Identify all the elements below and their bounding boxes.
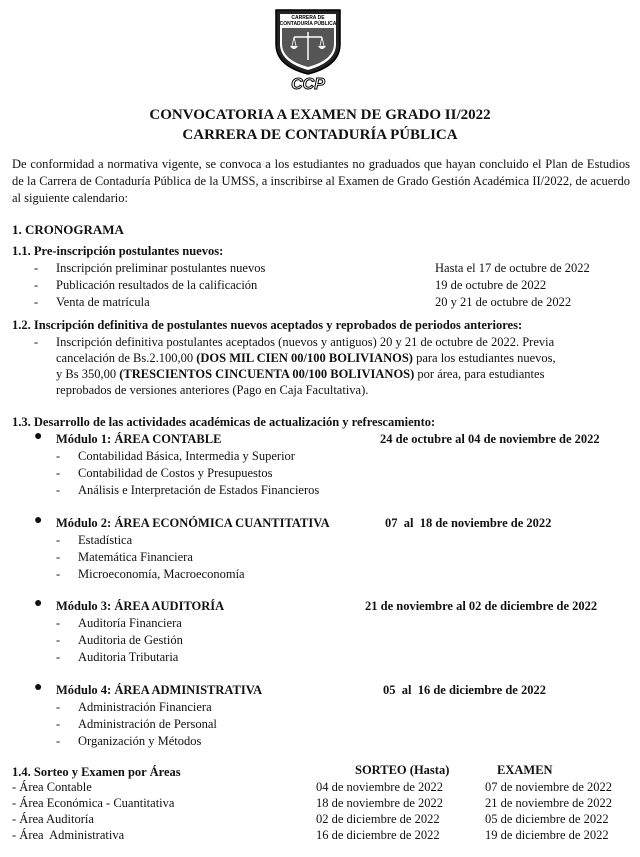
bullet-icon: ● xyxy=(34,429,43,444)
module-item-dash: - xyxy=(56,533,61,547)
s14-row-examen: 19 de diciembre de 2022 xyxy=(485,828,609,842)
module-item: Contabilidad de Costos y Presupuestos xyxy=(78,466,273,480)
module-item: Administración de Personal xyxy=(78,717,217,731)
module-item-dash: - xyxy=(56,734,61,748)
module-title: Módulo 4: ÁREA ADMINISTRATIVA xyxy=(56,683,263,697)
intro-paragraph: De conformidad a normativa vigente, se convoca a los estudiantes no graduados que hayan concluido el Plan de Estudios de la Carrera de Contaduría Pública de la UMSS, a inscribirse al Examen de Grado Gestión Académica II/2022, de acuerdo al siguiente calendario: xyxy=(12,157,630,205)
s11-row-label: Publicación resultados de la calificación xyxy=(56,278,258,292)
module-item-dash: - xyxy=(56,550,61,564)
logo-bottom-text: CONTADURÍA PÚBLICA xyxy=(279,21,337,27)
s12-dash: - xyxy=(34,335,39,349)
module-item-dash: - xyxy=(56,466,61,480)
module-item: Contabilidad Básica, Intermedia y Superior xyxy=(78,449,295,463)
module-title: Módulo 1: ÁREA CONTABLE xyxy=(56,432,222,446)
module-item: Microeconomía, Macroeconomía xyxy=(78,567,245,581)
s14-row-sorteo: 16 de diciembre de 2022 xyxy=(316,828,440,842)
s14-row-sorteo: 04 de noviembre de 2022 xyxy=(316,780,444,794)
s12-line4: reprobados de versiones anteriores (Pago en Caja Facultativa). xyxy=(56,383,369,397)
s12-heading: 1.2. Inscripción definitiva de postulantes nuevos aceptados y reprobados de periodos anteriores: xyxy=(12,318,523,332)
s11-row-date: Hasta el 17 de octubre de 2022 xyxy=(435,261,590,275)
s14-col-sorteo: SORTEO (Hasta) xyxy=(355,763,450,777)
title-line1: CONVOCATORIA A EXAMEN DE GRADO II/2022 xyxy=(149,107,491,123)
module-dates: 05 al 16 de diciembre de 2022 xyxy=(383,683,546,697)
s14-heading: 1.4. Sorteo y Examen por Áreas xyxy=(12,765,181,779)
s14-col-examen: EXAMEN xyxy=(497,763,553,777)
module-item: Análisis e Interpretación de Estados Financieros xyxy=(78,483,320,497)
module-item: Auditoría Financiera xyxy=(78,616,182,630)
s14-row-sorteo: 18 de noviembre de 2022 xyxy=(316,796,444,810)
module-title: Módulo 3: ÁREA AUDITORÍA xyxy=(56,599,225,613)
s14-row-examen: 21 de noviembre de 2022 xyxy=(485,796,613,810)
s14-row-sorteo: 02 de diciembre de 2022 xyxy=(316,812,440,826)
s11-row-label: Inscripción preliminar postulantes nuevos xyxy=(56,261,266,275)
s11-row-dash: - xyxy=(34,278,39,292)
s14-row-examen: 05 de diciembre de 2022 xyxy=(485,812,609,826)
module-item-dash: - xyxy=(56,700,61,714)
module-item-dash: - xyxy=(56,616,61,630)
s11-row-date: 20 y 21 de octubre de 2022 xyxy=(435,295,572,309)
module-item-dash: - xyxy=(56,449,61,463)
s14-row-area: - Área Contable xyxy=(12,780,92,794)
s11-row-date: 19 de octubre de 2022 xyxy=(435,278,547,292)
s14-row-examen: 07 de noviembre de 2022 xyxy=(485,780,613,794)
module-item-dash: - xyxy=(56,633,61,647)
s14-row-area: - Área Administrativa xyxy=(12,828,125,842)
s11-row-label: Venta de matrícula xyxy=(56,295,150,309)
module-item: Auditoria Tributaria xyxy=(78,650,179,664)
module-item-dash: - xyxy=(56,650,61,664)
cronograma-heading: 1. CRONOGRAMA xyxy=(12,222,124,237)
module-dates: 21 de noviembre al 02 de diciembre de 2022 xyxy=(365,599,598,613)
bullet-icon: ● xyxy=(34,596,43,611)
module-item: Organización y Métodos xyxy=(78,734,202,748)
s12-line3: y Bs 350,00 (TRESCIENTOS CINCUENTA 00/100 BOLIVIANOS) por área, para estudiantes xyxy=(56,367,545,381)
module-item: Auditoria de Gestión xyxy=(78,633,183,647)
s11-heading: 1.1. Pre-inscripción postulantes nuevos: xyxy=(12,244,224,258)
module-item: Estadística xyxy=(78,533,133,547)
s12-line1: Inscripción definitiva postulantes aceptados (nuevos y antiguos) 20 y 21 de octubre de 2022. Previa xyxy=(56,335,555,349)
module-item-dash: - xyxy=(56,567,61,581)
s13-heading: 1.3. Desarrollo de las actividades académicas de actualización y refrescamiento: xyxy=(12,415,436,429)
s11-row-dash: - xyxy=(34,261,39,275)
module-dates: 24 de octubre al 04 de noviembre de 2022 xyxy=(380,432,600,446)
logo-mark: CCP xyxy=(291,76,325,92)
s12-line2: cancelación de Bs.2.100,00 (DOS MIL CIEN 00/100 BOLIVIANOS) para los estudiantes nuevos, xyxy=(56,351,556,365)
module-item-dash: - xyxy=(56,717,61,731)
logo-top-text: CARRERA DE xyxy=(291,15,325,21)
module-item: Administración Financiera xyxy=(78,700,212,714)
module-item: Matemática Financiera xyxy=(78,550,193,564)
title-line2: CARRERA DE CONTADURÍA PÚBLICA xyxy=(182,127,458,143)
module-dates: 07 al 18 de noviembre de 2022 xyxy=(385,516,552,530)
s14-row-area: - Área Económica - Cuantitativa xyxy=(12,796,175,810)
ccp-logo xyxy=(268,4,348,92)
bullet-icon: ● xyxy=(34,513,43,528)
bullet-icon: ● xyxy=(34,680,43,695)
module-title: Módulo 2: ÁREA ECONÓMICA CUANTITATIVA xyxy=(56,516,330,530)
s14-row-area: - Área Auditoría xyxy=(12,812,94,826)
s11-row-dash: - xyxy=(34,295,39,309)
module-item-dash: - xyxy=(56,483,61,497)
